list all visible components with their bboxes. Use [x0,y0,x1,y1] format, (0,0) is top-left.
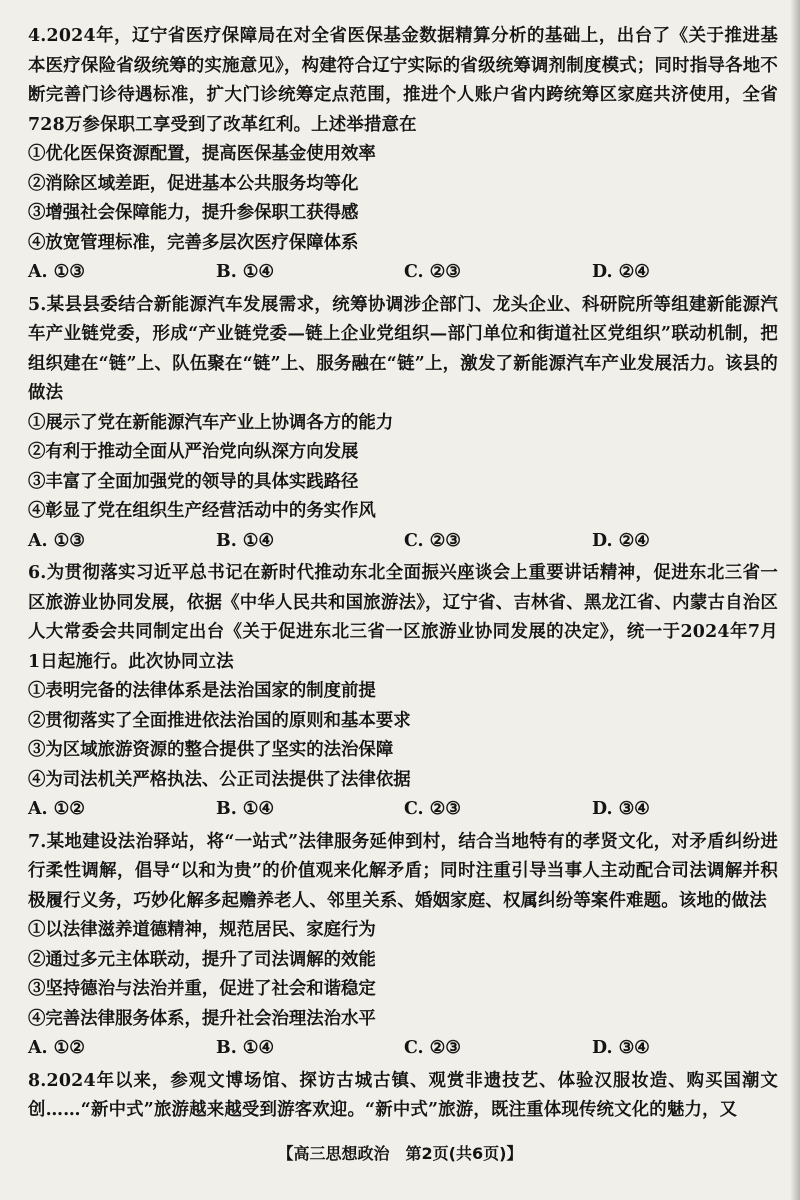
statement-4: ④放宽管理标准，完善多层次医疗保障体系 [28,232,359,253]
choice-a: A. ①② [28,799,85,819]
question-stem: 6.为贯彻落实习近平总书记在新时代推动东北全面振兴座谈会上重要讲话精神，促进东北三省一区旅游业协同发展，依据《中华人民共和国旅游法》，辽宁省、吉林省、黑龙江省、内蒙古自治区人大常委会共同制定出台《关于促进东北三省一区旅游业协同发展的决定》，统一于2024年7月1日起施行。此次协同立法 [28,563,778,672]
choice-d: D. ③④ [592,799,650,819]
statement-3: ③丰富了全面加强党的领导的具体实践路径 [28,471,359,492]
question-stem: 4.2024年，辽宁省医疗保障局在对全省医保基金数据精算分析的基础上，出台了《关于推进基本医疗保险省级统筹的实施意见》，构建符合辽宁实际的省级统筹调剂制度模式；同时指导各地不断完善门诊待遇标准，扩大门诊统筹定点范围，推进个人账户省内跨统筹区家庭共济使用，全省728万参保职工享受到了改革红利。上述举措意在 [28,26,778,135]
answer-choices [28,527,778,557]
question-stem: 5.某县县委结合新能源汽车发展需求，统筹协调涉企部门、龙头企业、科研院所等组建新能源汽车产业链党委，形成“产业链党委—链上企业党组织—部门单位和街道社区党组织”联动机制，把组织建在“链”上、队伍聚在“链”上、服务融在“链”上，激发了新能源汽车产业发展活力。该县的做法 [28,294,778,403]
choice-a: A. ①③ [28,530,85,551]
choice-c: C. ②③ [404,799,461,819]
question-stem: 7.某地建设法治驿站，将“一站式”法律服务延伸到村，结合当地特有的孝贤文化，对矛盾纠纷进行柔性调解，倡导“以和为贵”的价值观来化解矛盾；同时注重引导当事人主动配合司法调解并积极履行义务，巧妙化解多起赡养老人、邻里关系、婚姻家庭、权属纠纷等案件难题。该地的做法 [28,831,778,911]
statement-1: ①展示了党在新能源汽车产业上协调各方的能力 [28,412,394,433]
statement-1: ①优化医保资源配置，提高医保基金使用效率 [28,144,376,164]
statement-4: ④为司法机关严格执法、公正司法提供了法律依据 [28,769,411,790]
question-4 [28,22,778,288]
question-7 [28,828,778,1064]
statement-2: ②贯彻落实了全面推进依法治国的原则和基本要求 [28,710,411,731]
statement-4: ④彰显了党在组织生产经营活动中的务实作风 [28,501,376,521]
scan-edge-shadow [790,0,800,1200]
statement-2: ②通过多元主体联动，提升了司法调解的效能 [28,949,376,970]
answer-choices [28,1034,778,1064]
choice-b: B. ①④ [216,1038,274,1058]
page-footer: 【高三思想政治 第2页(共6页)】 [277,1144,523,1163]
choice-b: B. ①④ [216,530,274,551]
choice-c: C. ②③ [404,1038,461,1058]
statement-2: ②有利于推动全面从严治党向纵深方向发展 [28,442,359,462]
statement-3: ③坚持德治与法治并重，促进了社会和谐稳定 [28,979,376,999]
question-5 [28,291,778,557]
choice-b: B. ①④ [216,799,274,819]
choice-c: C. ②③ [404,530,461,551]
statement-1: ①表明完备的法律体系是法治国家的制度前提 [28,681,376,701]
question-6 [28,559,778,825]
statement-1: ①以法律滋养道德精神，规范居民、家庭行为 [28,920,376,940]
choice-a: A. ①③ [28,262,85,282]
choice-d: D. ②④ [592,262,650,282]
statement-4: ④完善法律服务体系，提升社会治理法治水平 [28,1008,376,1029]
choice-c: C. ②③ [404,262,461,282]
statement-3: ③增强社会保障能力，提升参保职工获得感 [28,203,359,223]
choice-b: B. ①④ [216,262,274,282]
choice-d: D. ③④ [592,1038,650,1058]
answer-choices [28,258,778,288]
choice-d: D. ②④ [592,530,650,551]
answer-choices [28,795,778,825]
choice-a: A. ①② [28,1038,85,1058]
statement-2: ②消除区域差距，促进基本公共服务均等化 [28,173,359,194]
question-stem: 8.2024年以来，参观文博场馆、探访古城古镇、观赏非遗技艺、体验汉服妆造、购买国潮文创……“新中式”旅游越来越受到游客欢迎。“新中式”旅游，既注重体现传统文化的魅力，又 [28,1070,778,1120]
statement-3: ③为区域旅游资源的整合提供了坚实的法治保障 [28,740,394,760]
question-8 [28,1067,778,1126]
